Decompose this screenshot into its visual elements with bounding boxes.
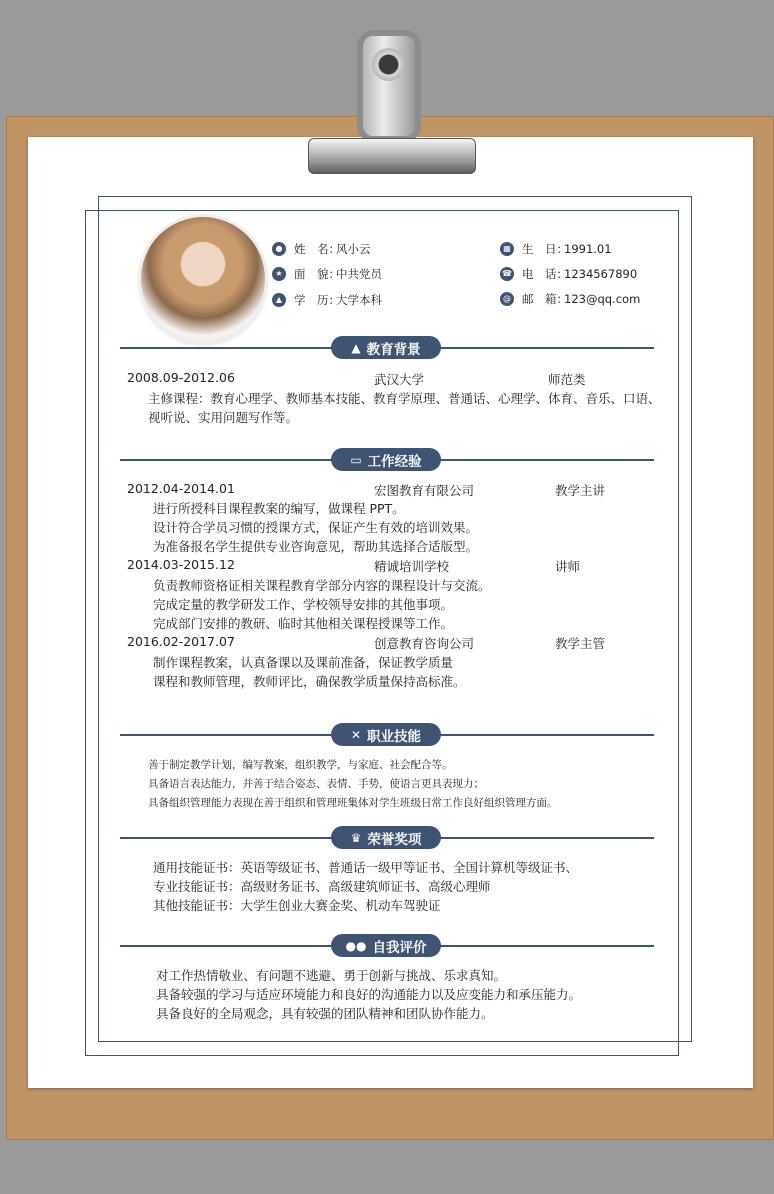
honors-line-1: 通用技能证书：英语等级证书、普通话一级甲等证书、全国计算机等级证书、 [153,860,579,875]
monitor-icon: ▭ [350,452,362,467]
info-birth: ▦ 生 日： 1991.01 [500,241,612,257]
work-2-title: 讲师 [555,559,581,574]
binder-clip-ring [357,30,421,142]
trophy-icon: ♛ [350,830,362,845]
binder-clip-bar [308,138,476,174]
education-heading: ▲ 教育背景 [331,336,441,359]
work-2-line-2: 完成定量的教学研发工作、学校领导安排的其他事项。 [153,597,454,612]
info-email: @ 邮 箱： 123@qq.com [500,291,640,307]
education-school: 武汉大学 [374,372,425,387]
edu-value: 大学本科 [336,293,382,307]
phone-icon: ☎ [500,267,514,281]
work-3-company: 创意教育咨询公司 [374,636,475,651]
calendar-icon: ▦ [500,242,514,256]
graduation-cap-icon: ▲ [351,340,361,355]
cherries-icon: ●● [345,938,367,953]
skills-line-3: 具备组织管理能力表现在善于组织和管理班集体对学生班级日常工作良好组织管理方面。 [148,797,558,809]
avatar [141,217,265,341]
person-icon: ● [272,242,286,256]
work-3-title: 教学主管 [555,636,606,651]
info-edu: ▲ 学 历： 大学本科 [272,292,382,308]
work-1-company: 宏图教育有限公司 [374,483,475,498]
work-1-title: 教学主讲 [555,483,606,498]
info-name: ● 姓 名： 风小云 [272,241,371,257]
work-3-line-2: 课程和教师管理，教师评比，确保教学质量保持高标准。 [153,674,466,689]
work-2-line-1: 负责教师资格证相关课程教育学部分内容的课程设计与交流。 [153,578,491,593]
star-icon: ★ [272,267,286,281]
work-3-line-1: 制作课程教案，认真备课以及课前准备，保证教学质量 [153,655,454,670]
work-heading: ▭ 工作经验 [331,448,441,471]
education-major: 师范类 [548,372,586,387]
honors-line-3: 其他技能证书：大学生创业大赛金奖、机动车驾驶证 [153,898,441,913]
work-2-period: 2014.03-2015.12 [127,557,235,572]
self-line-2: 具备较强的学习与适应环境能力和良好的沟通能力以及应变能力和承压能力。 [156,987,582,1002]
work-2-line-3: 完成部门安排的教研、临时其他相关课程授课等工作。 [153,616,454,631]
skills-line-2: 具备语言表达能力，并善于结合姿态、表情、手势，使语言更具表现力； [148,778,484,790]
work-3-period: 2016.02-2017.07 [127,634,235,649]
graduation-icon: ▲ [272,293,286,307]
work-1-period: 2012.04-2014.01 [127,481,235,496]
self-line-1: 对工作热情敬业、有问题不逃避、勇于创新与挑战、乐求真知。 [156,968,507,983]
name-value: 风小云 [336,242,371,256]
birth-value: 1991.01 [564,242,612,256]
politics-value: 中共党员 [336,267,382,281]
skills-line-1: 善于制定教学计划，编写教案，组织教学，与家庭、社会配合等。 [148,759,453,771]
honors-heading: ♛ 荣誉奖项 [331,826,441,849]
work-1-line-2: 设计符合学员习惯的授课方式，保证产生有效的培训效果。 [153,520,479,535]
work-1-line-3: 为准备报名学生提供专业咨询意见，帮助其选择合适版型。 [153,539,479,554]
self-line-3: 具备良好的全局观念，具有较强的团队精神和团队协作能力。 [156,1006,494,1021]
self-heading: ●● 自我评价 [331,934,441,957]
tools-icon: ✕ [350,727,362,742]
binder-clip-hole [372,48,405,81]
info-politics: ★ 面 貌： 中共党员 [272,266,382,282]
education-period: 2008.09-2012.06 [127,370,235,385]
education-courses-1: 主修课程：教育心理学、教师基本技能、教育学原理、普通话、心理学、体育、音乐、口语、 [148,391,661,406]
honors-line-2: 专业技能证书：高级财务证书、高级建筑师证书、高级心理师 [153,879,491,894]
work-1-line-1: 进行所授科目课程教案的编写，做课程 PPT。 [153,501,405,516]
work-2-company: 精诚培训学校 [374,559,450,574]
education-courses-2: 视听说、实用问题写作等。 [148,410,299,425]
phone-value: 1234567890 [564,267,638,281]
skills-heading: ✕ 职业技能 [331,723,441,746]
email-value: 123@qq.com [564,292,641,306]
info-phone: ☎ 电 话： 1234567890 [500,266,637,282]
at-icon: @ [500,292,514,306]
